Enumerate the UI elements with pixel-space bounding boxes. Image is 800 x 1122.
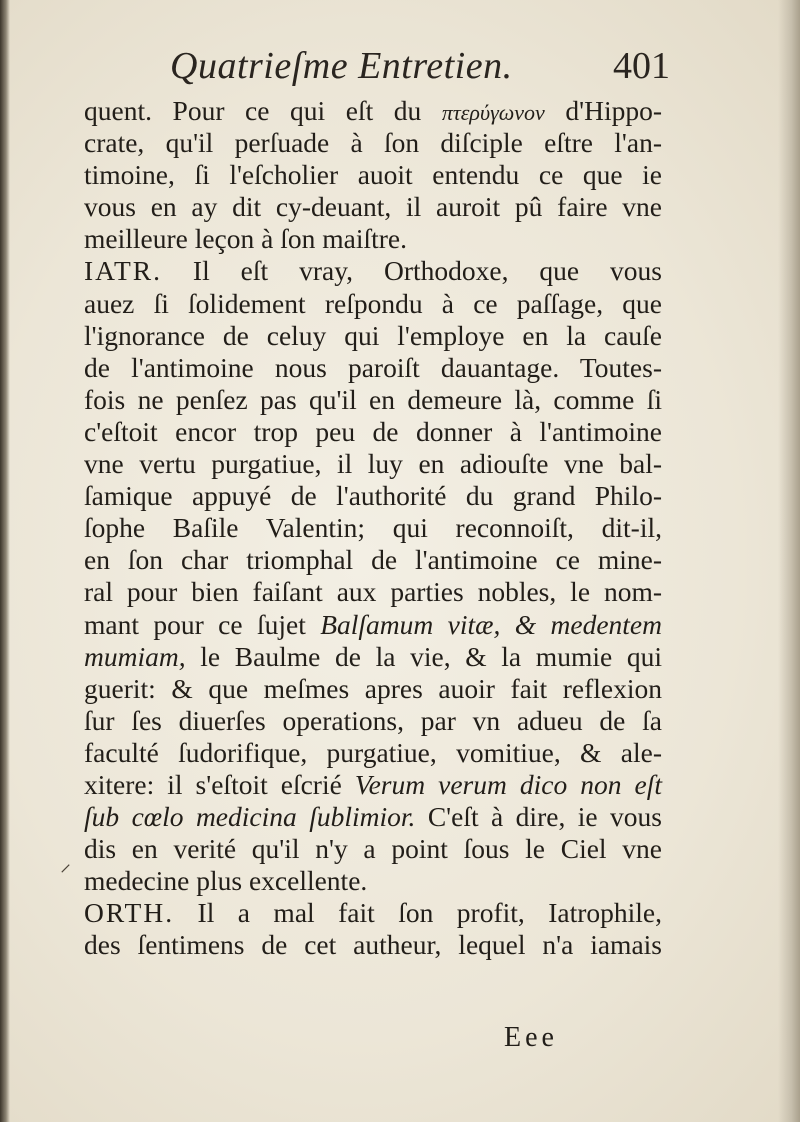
text-segment: ral pour bien faiſant aux parties nobles, le nom- <box>84 576 662 608</box>
text-line <box>84 769 662 801</box>
text-line <box>84 897 662 929</box>
text-segment: des ſentimens de cet autheur, lequel n'a iamais <box>84 929 662 961</box>
text-line <box>84 288 662 320</box>
text-line <box>84 448 662 480</box>
signature-mark: Eee <box>504 1022 558 1053</box>
text-segment: ſamique appuyé de l'authorité du grand Philo- <box>84 480 662 512</box>
text-segment: guerit: & que meſmes apres auoir fait reflexion <box>84 672 662 704</box>
text-line <box>84 352 662 384</box>
greek-word: πτερύγωνον <box>441 100 545 125</box>
text-line <box>84 737 662 769</box>
text-segment: xitere: il s'eſtoit eſcrié <box>84 768 355 800</box>
text-segment: le Baulme de la vie, & la mumie qui <box>185 640 662 672</box>
text-line <box>84 865 662 897</box>
text-segment: C'eſt à dire, ie vous <box>415 801 662 833</box>
running-title: Quatrieſme Entretien. <box>170 45 513 87</box>
text-line <box>84 223 662 255</box>
text-segment: Il a mal fait ſon profit, Iatrophile, <box>174 897 662 929</box>
text-segment: meilleure leçon à ſon maiſtre. <box>84 223 407 255</box>
text-line <box>84 191 662 223</box>
text-line <box>84 384 662 416</box>
text-line <box>84 127 662 159</box>
text-line <box>84 673 662 705</box>
text-segment: de l'antimoine nous paroiſt dauantage. Toutes- <box>84 351 662 383</box>
body-text <box>84 95 662 962</box>
text-segment: dis en verité qu'il n'y a point ſous le Ciel vne <box>84 833 662 865</box>
text-segment: d'Hippo- <box>544 95 662 126</box>
text-segment: auez ſi ſolidement reſpondu à ce paſſage, que <box>84 287 662 319</box>
text-line <box>84 255 662 287</box>
text-line <box>84 512 662 544</box>
latin-quote: ſub cœlo medicina ſublimior. <box>84 801 416 833</box>
text-segment: Il eſt vray, Orthodoxe, que vous <box>162 255 662 287</box>
text-line <box>84 641 662 673</box>
text-segment: crate, qu'il perſuade à ſon diſciple eſtre l'an- <box>84 127 662 159</box>
text-line <box>84 480 662 512</box>
text-segment: ſophe Baſile Valentin; qui reconnoiſt, dit-il, <box>84 512 662 544</box>
text-line <box>84 801 662 833</box>
page-header <box>170 44 690 94</box>
margin-mark: ⸍ <box>60 860 72 885</box>
text-segment: faculté ſudorifique, purgatiue, vomitiue, & ale- <box>84 736 662 768</box>
text-segment: c'eſtoit encor trop peu de donner à l'antimoine <box>84 415 662 447</box>
text-segment: vous en ay dit cy-deuant, il auroit pû faire vne <box>84 191 662 223</box>
text-segment: ſur ſes diuerſes operations, par vn adueu de ſa <box>84 704 662 736</box>
text-segment: medecine plus excellente. <box>84 865 368 897</box>
text-line <box>84 544 662 576</box>
latin-quote: Verum verum dico non eſt <box>354 768 662 800</box>
text-segment: timoine, ſi l'eſcholier auoit entendu ce que ie <box>84 159 662 191</box>
text-segment: mant pour ce ſujet <box>84 608 321 640</box>
speaker-label: ORTH. <box>84 897 175 929</box>
text-line <box>84 320 662 352</box>
text-segment: quent. Pour ce qui eſt du <box>84 95 442 126</box>
text-line <box>84 609 662 641</box>
text-segment: fois ne penſez pas qu'il en demeure là, comme ſi <box>84 383 662 415</box>
text-line <box>84 833 662 865</box>
text-line <box>84 705 662 737</box>
text-segment: l'ignorance de celuy qui l'employe en la cauſe <box>84 319 662 351</box>
text-segment: vne vertu purgatiue, il luy en adiouſte vne bal- <box>84 448 662 480</box>
text-line <box>84 416 662 448</box>
text-line <box>84 929 662 961</box>
page-edge-shadow <box>778 0 800 1122</box>
latin-quote: Balſamum vitæ, & medentem <box>320 608 662 640</box>
latin-quote: mumiam, <box>84 640 186 672</box>
text-line <box>84 576 662 608</box>
speaker-label: IATR. <box>84 255 162 287</box>
text-line <box>84 95 662 127</box>
page-number: 401 <box>613 45 670 87</box>
text-line <box>84 159 662 191</box>
book-spine-shadow <box>0 0 10 1122</box>
text-segment: en ſon char triomphal de l'antimoine ce mine- <box>84 544 662 576</box>
